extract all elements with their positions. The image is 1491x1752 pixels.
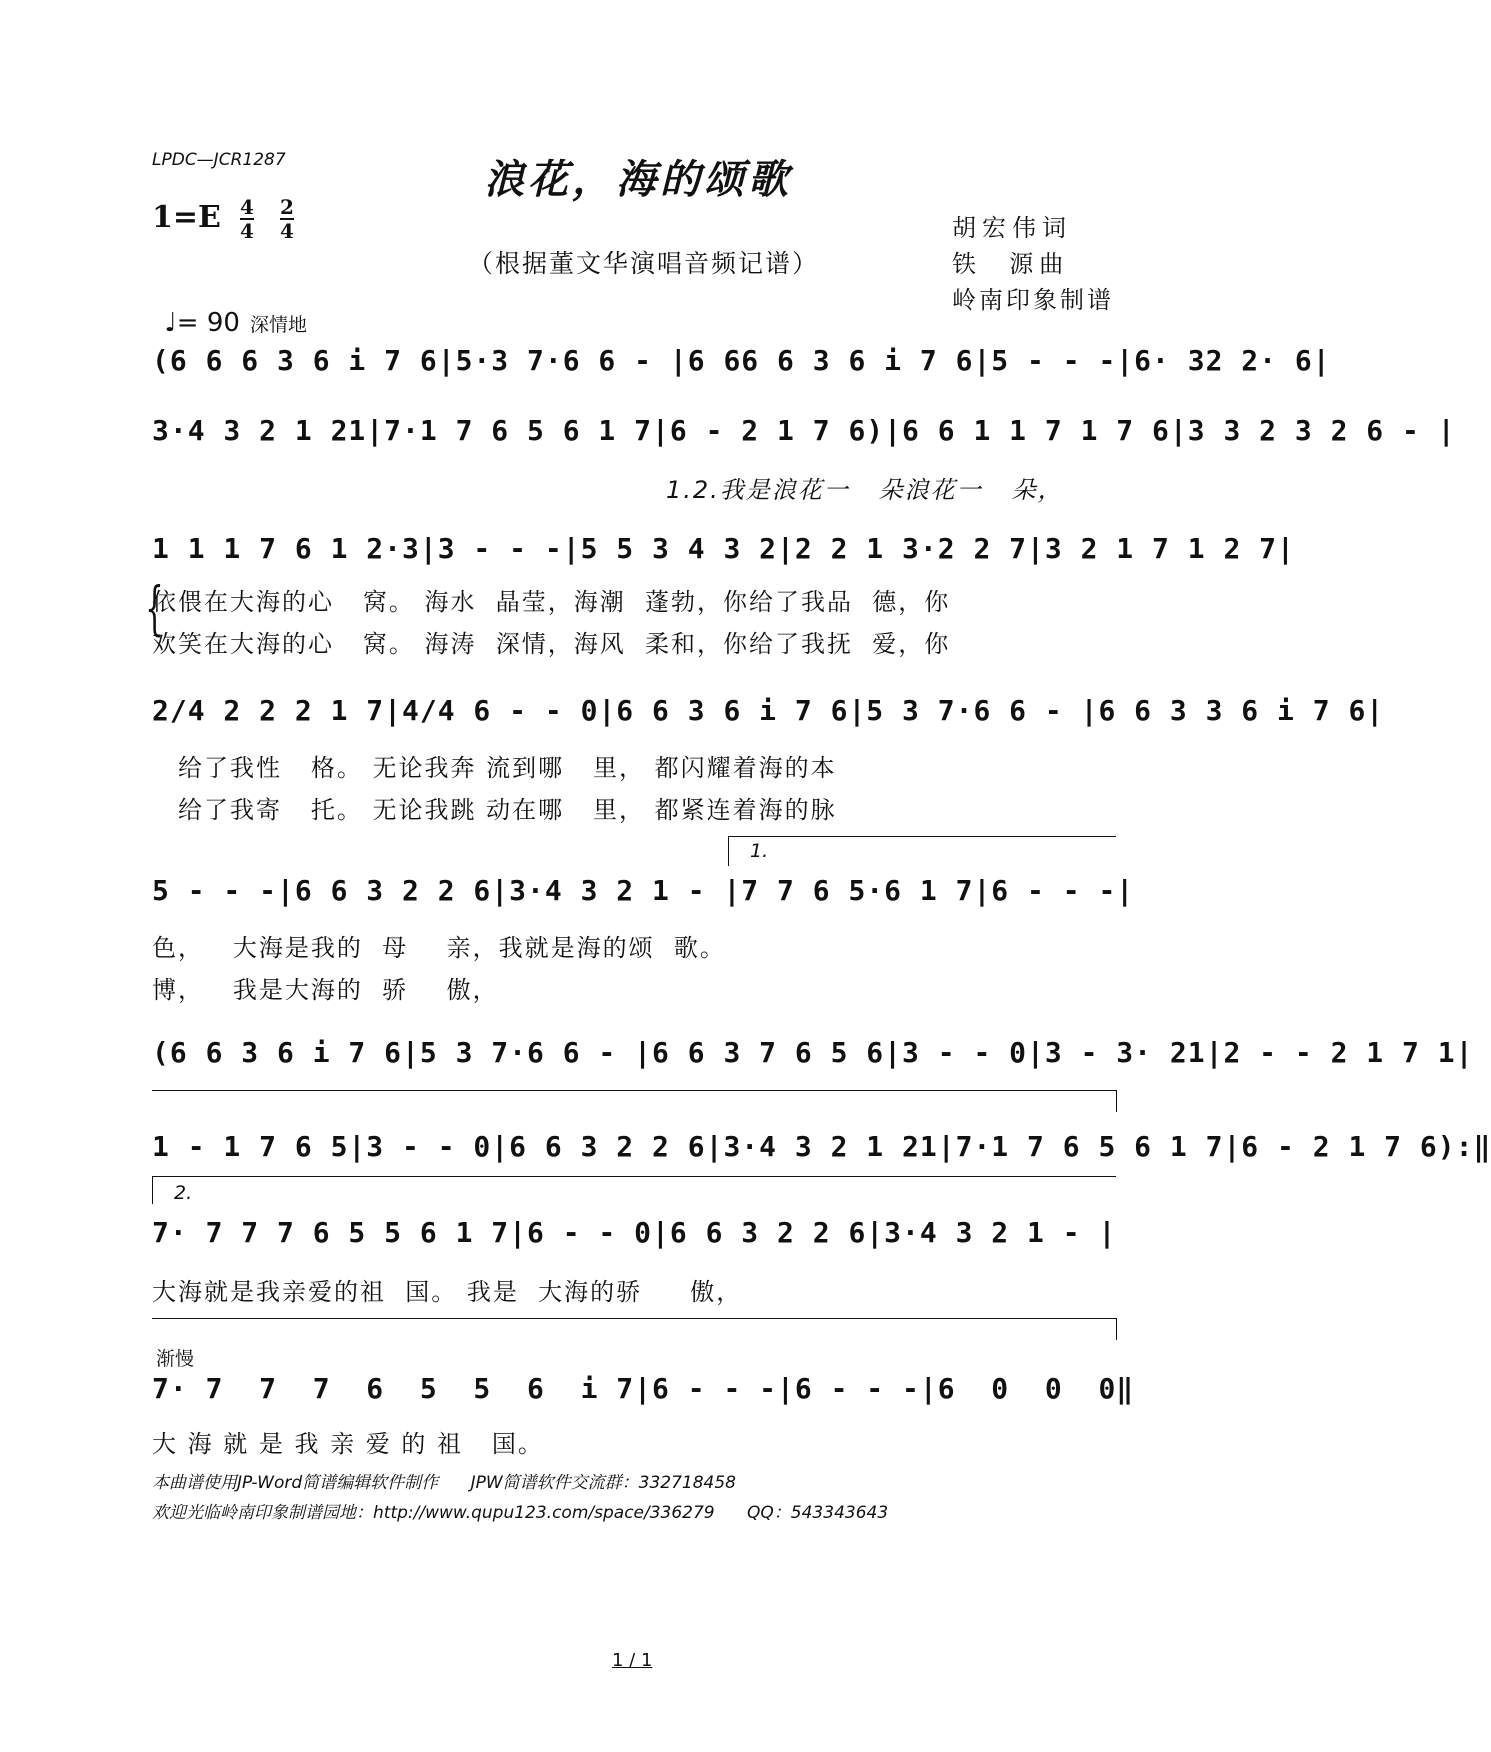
lyric-row-9: 大 海 就 是 我 亲 爱 的 祖 国。 [152,1430,544,1458]
volta-1-bracket [728,836,1116,837]
volta-1-end [1116,1090,1117,1112]
score-row-6: (6 6 3 6 i 7 6|5 3 7·6 6 - |6 6 3 7 6 5 6|3 - - 0|3 - 3· 21|2 - - 2 1 7 1| [152,1036,1474,1069]
tempo-marking [148,278,307,338]
time-sig-denominator: 4 [240,219,254,243]
volta-1-continuation [152,1090,1116,1091]
tempo-value: ♩= 90 [164,308,240,338]
lyric-row-2: 1.2.我是浪花一 朵浪花一 朵， [666,476,1064,504]
score-row-9: 7· 7 7 7 6 5 5 6 i 7|6 - - -|6 - - -|6 0 0 0‖ [152,1372,1135,1405]
footer-website-note: 欢迎光临岭南印象制谱园地：http://www.qupu123.com/space/336279 QQ：543343643 [152,1503,889,1523]
footer-software-note: 本曲谱使用JP-Word简谱编辑软件制作 JPW简谱软件交流群：332718458 [152,1473,737,1493]
expression-marking: 深情地 [249,314,307,336]
subtitle: （根据董文华演唱音频记谱） [468,249,820,278]
lyric-row-4-verse-2: 给了我寄 托。 无论我跳 动在哪 里， 都紧连着海的脉 [178,796,837,824]
score-code: LPDC—JCR1287 [152,150,286,170]
score-row-5: 5 - - -|6 6 3 2 2 6|3·4 3 2 1 - |7 7 6 5·6 1 7|6 - - -| [152,874,1135,907]
time-sig-numerator: 2 [280,195,294,219]
volta-2-bracket-start [152,1176,153,1204]
time-sig-numerator: 4 [240,195,254,219]
time-signature-2-4 [280,196,294,242]
volta-2-end [1116,1318,1117,1340]
volta-1-label: 1. [750,840,769,862]
lyric-row-5-verse-2: 博， 我是大海的 骄 傲， [152,976,499,1004]
arranger-credit: 岭南印象制谱 [952,286,1114,314]
lyricist-credit: 胡宏伟词 [952,214,1072,242]
score-row-1: (6 6 6 3 6 i 7 6|5·3 7·6 6 - |6 66 6 3 6 i 7 6|5 - - -|6· 32 2· 6| [152,344,1331,377]
score-row-4: 2/4 2 2 2 1 7|4/4 6 - - 0|6 6 3 6 i 7 6|5 3 7·6 6 - |6 6 3 3 6 i 7 6| [152,694,1385,727]
lyric-row-8: 大海就是我亲爱的祖 国。 我是 大海的骄 傲， [152,1278,743,1306]
page-number: 1 / 1 [612,1650,653,1671]
score-row-7: 1 - 1 7 6 5|3 - - 0|6 6 3 2 2 6|3·4 3 2 1 21|7·1 7 6 5 6 1 7|6 - 2 1 7 6):‖ [152,1130,1491,1163]
volta-2-continuation [152,1318,1116,1319]
lyric-row-5-verse-1: 色， 大海是我的 母 亲，我就是海的颂 歌。 [152,934,726,962]
score-row-2: 3·4 3 2 1 21|7·1 7 6 5 6 1 7|6 - 2 1 7 6)|6 6 1 1 7 1 7 6|3 3 2 3 2 6 - | [152,414,1456,447]
score-title: 浪花，海的颂歌 [484,156,792,203]
score-row-3: 1 1 1 7 6 1 2·3|3 - - -|5 5 3 4 3 2|2 2 1 3·2 2 7|3 2 1 7 1 2 7| [152,532,1295,565]
score-row-8: 7· 7 7 7 6 5 5 6 1 7|6 - - 0|6 6 3 2 2 6|3·4 3 2 1 - | [152,1216,1117,1249]
time-sig-denominator: 4 [280,219,294,243]
time-signature-4-4 [240,196,254,242]
lyric-row-4-verse-1: 给了我性 格。 无论我奔 流到哪 里， 都闪耀着海的本 [178,754,837,782]
lyric-row-3-verse-2: 欢笑在大海的心 窝。 海涛 深情，海风 柔和，你给了我抚 爱，你 [152,630,951,658]
key-signature: 1=E [152,200,221,235]
ritardando-marking: 渐慢 [156,1348,195,1370]
volta-2-label: 2. [174,1182,193,1204]
volta-2-bracket [152,1176,1116,1177]
volta-1-bracket-start [728,836,729,866]
lyric-row-3-verse-1: 依偎在大海的心 窝。 海水 晶莹，海潮 蓬勃，你给了我品 德，你 [152,588,951,616]
verse-brace: { [145,574,164,642]
composer-credit: 铁 源曲 [952,250,1070,278]
